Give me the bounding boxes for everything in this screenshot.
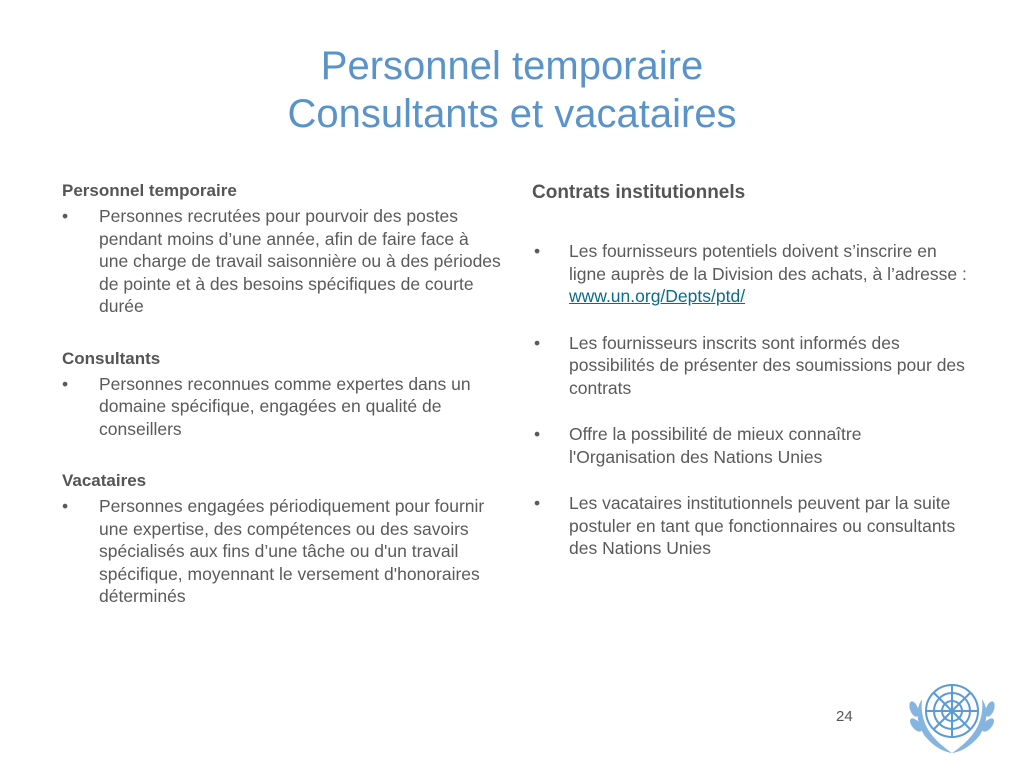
bullet-icon: •: [62, 206, 69, 226]
list-item-text: Les fournisseurs potentiels doivent s’inscrire en ligne auprès de la Division des achats, à l’adresse :: [569, 241, 967, 284]
bullet-list: [62, 373, 502, 441]
title-line-1: Personnel temporaire: [320, 44, 704, 88]
list-item-text: Personnes engagées périodiquement pour fournir une expertise, des compétences ou des savoirs spécialisés aux fins d’une tâche ou d'un travail spécifique, moyennant le versement d'honoraires déterminés: [99, 496, 485, 606]
bullet-icon: •: [62, 373, 69, 394]
slide-title: [0, 42, 1024, 138]
list-item-text: Les vacataires institutionnels peuvent par la suite postuler en tant que fonctionnaires ou consultants des Nations Unies: [569, 493, 956, 558]
section-heading-contrats: Contrats institutionnels: [532, 182, 746, 203]
section-personnel-temporaire: [62, 180, 502, 318]
title-line-2: Consultants et vacataires: [287, 92, 737, 136]
list-item: [532, 240, 972, 308]
ptd-link[interactable]: www.un.org/Depts/ptd/: [569, 286, 746, 306]
list-item-text: Les fournisseurs inscrits sont informés des possibilités de présenter des soumissions pour des contrats: [569, 332, 965, 398]
section-vacataires: [62, 470, 502, 608]
bullet-list: [532, 240, 972, 560]
right-column: [532, 180, 972, 584]
list-item: [532, 423, 972, 468]
left-column: [62, 180, 502, 638]
bullet-list: [62, 495, 502, 608]
section-heading: Vacataires: [62, 471, 147, 490]
bullet-icon: •: [534, 493, 541, 513]
section-heading: Consultants: [62, 348, 161, 368]
page-number: 24: [836, 708, 853, 725]
list-item: [62, 495, 502, 608]
list-item-text: Offre la possibilité de mieux connaître l'Organisation des Nations Unies: [569, 424, 862, 467]
list-item: [532, 332, 972, 400]
list-item: [532, 492, 972, 560]
list-item-text: Personnes recrutées pour pourvoir des postes pendant moins d’une année, afin de faire face à une charge de travail saisonnière ou à des périodes de pointe et à des besoins spécifiques de courte durée: [99, 206, 501, 316]
section-heading: Personnel temporaire: [62, 181, 237, 200]
list-item: [62, 373, 502, 441]
bullet-icon: •: [534, 241, 541, 261]
bullet-icon: •: [534, 424, 541, 444]
section-consultants: [62, 348, 502, 441]
un-emblem-icon: [902, 669, 1002, 757]
bullet-icon: •: [534, 332, 541, 353]
list-item-text: Personnes reconnues comme expertes dans un domaine spécifique, engagées en qualité de conseillers: [99, 373, 471, 439]
list-item: [62, 205, 502, 318]
bullet-list: [62, 205, 502, 318]
bullet-icon: •: [62, 496, 69, 516]
